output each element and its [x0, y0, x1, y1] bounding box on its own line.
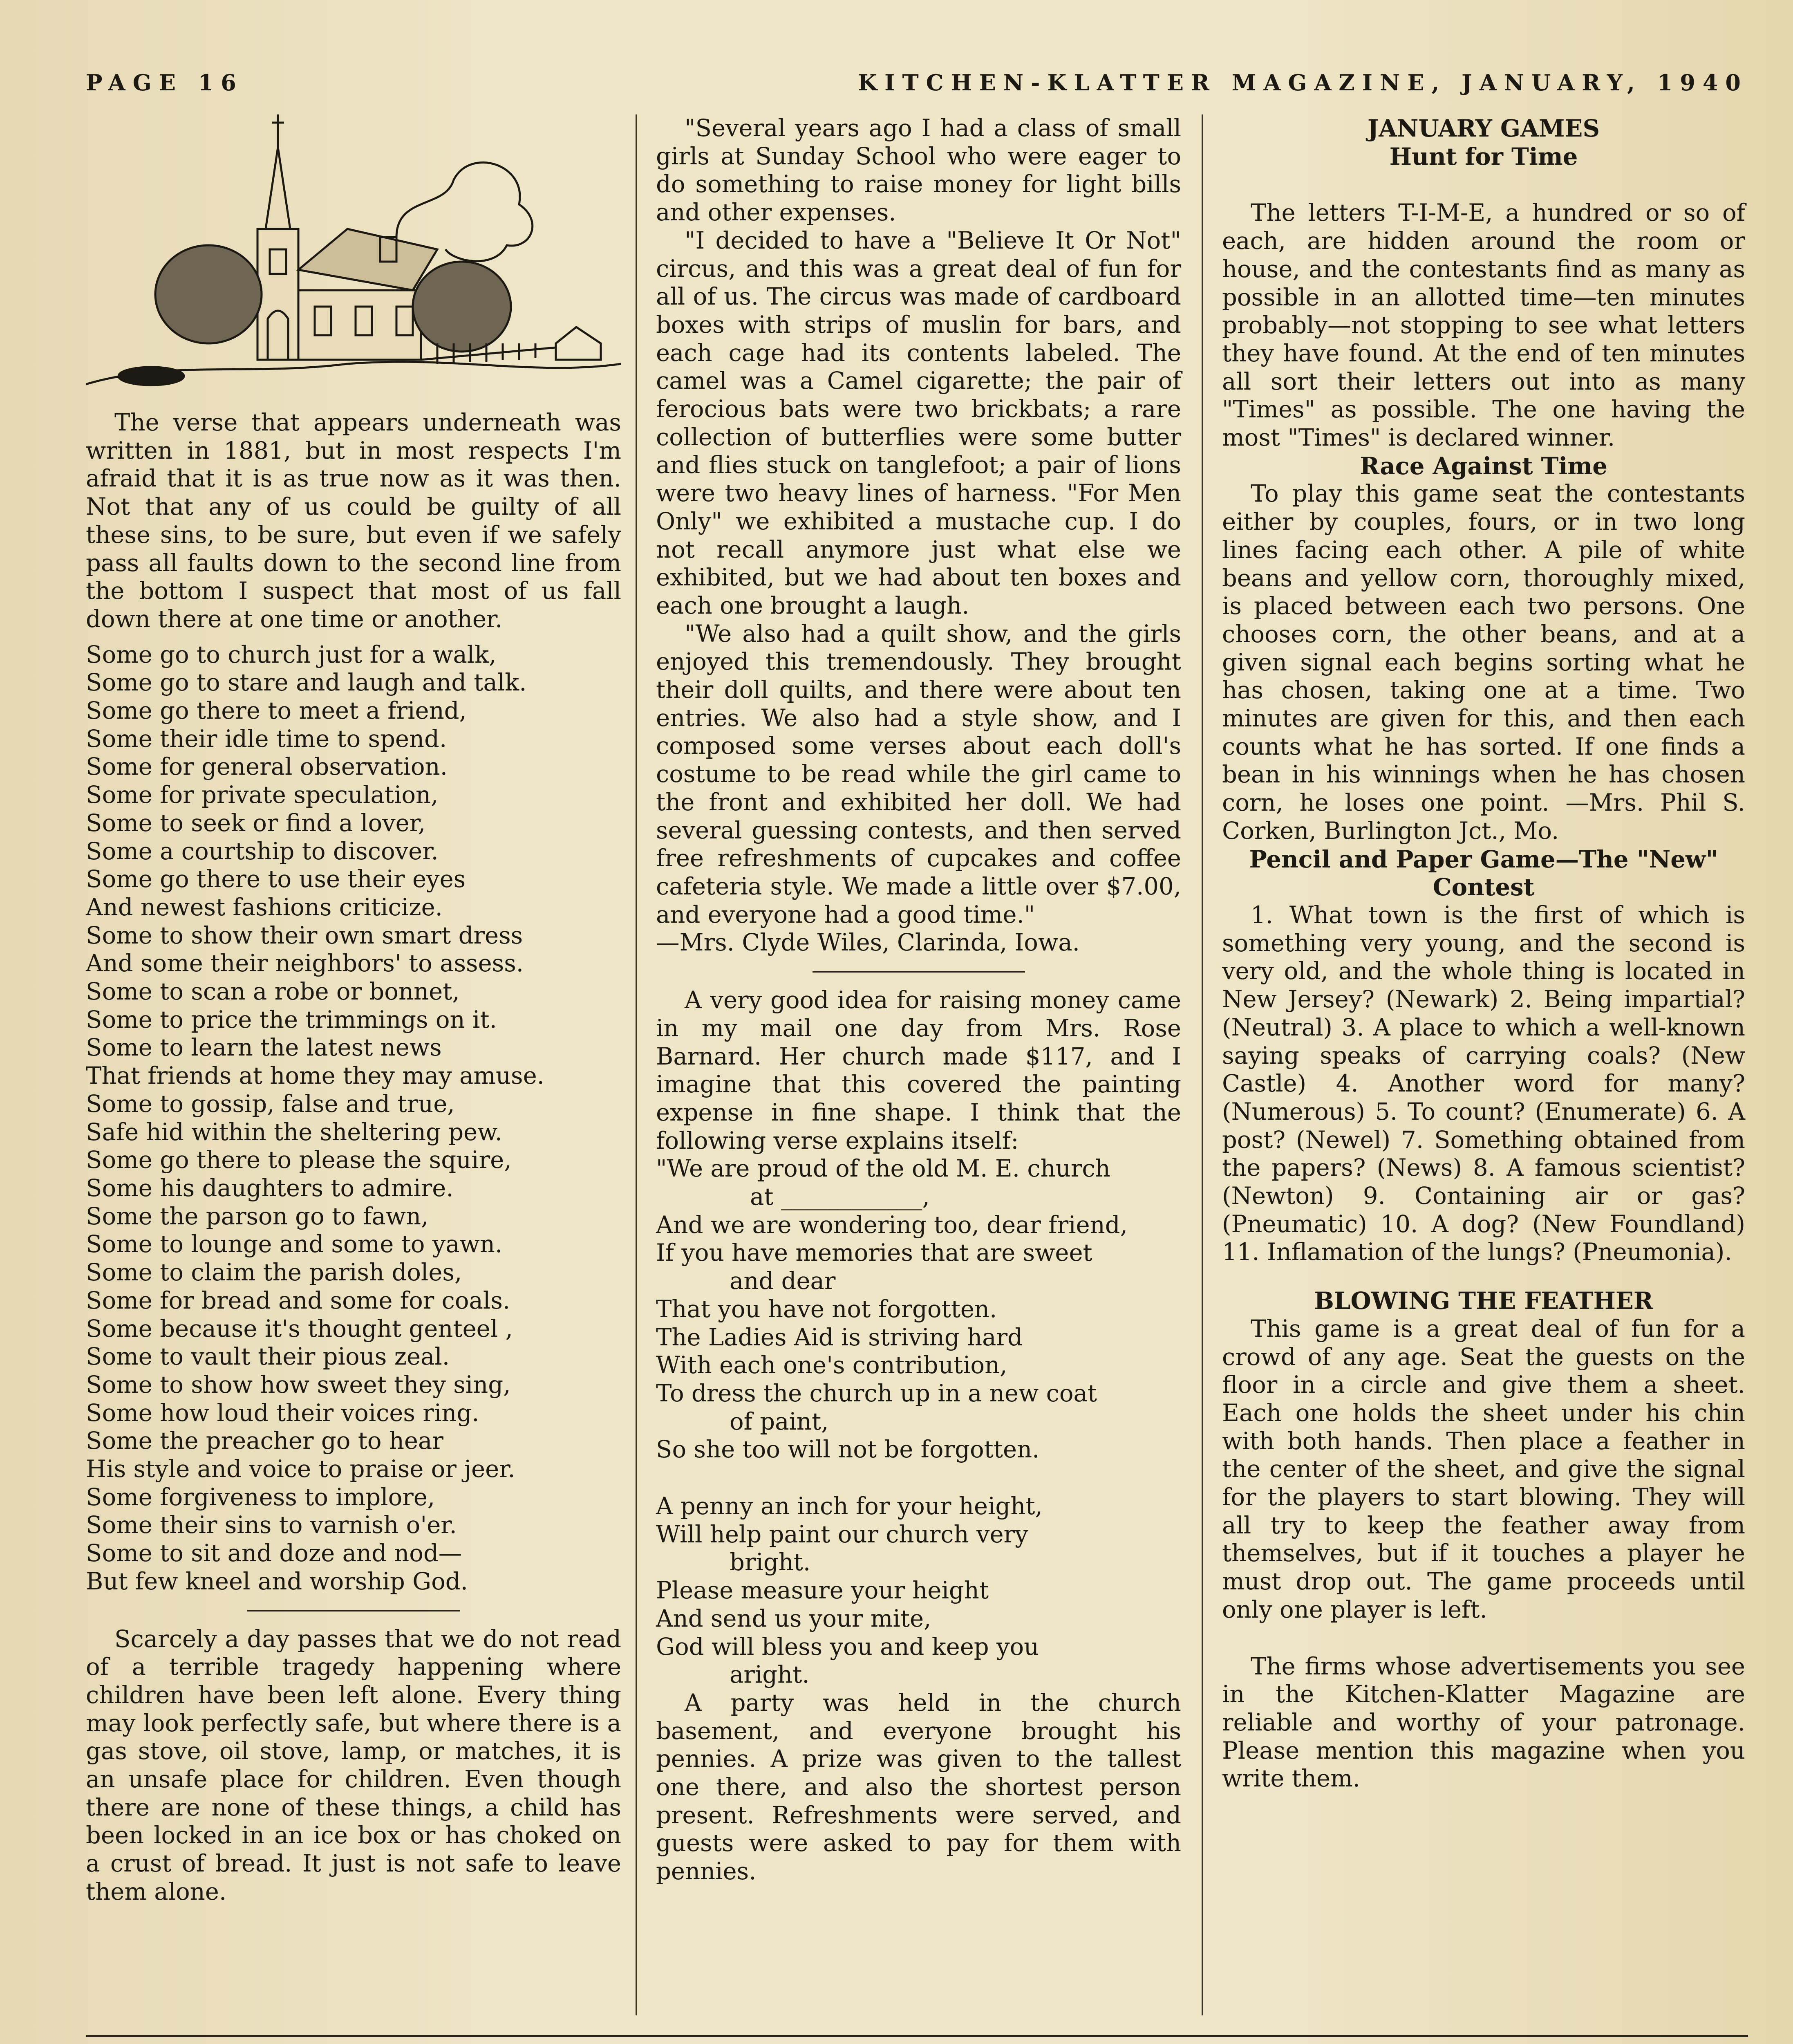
- verse-line: Some to show their own smart dress: [86, 921, 523, 949]
- section-divider: [813, 971, 1025, 973]
- race-against-time-text: To play this game seat the contestants either by couples, fours, or in two long lines facing each other. A pile of white beans and yellow corn, thoroughly mixed, is placed between each two persons. One chooses corn, the other beans, and at a given signal each begins sorting what he has chosen, taking one at a time. Two minutes are given for this, and then each counts what he has sorted. If one finds a bean in his winnings when he has chosen corn, he loses one point. —Mrs. Phil S. Corken, Burlington Jct., Mo.: [1222, 480, 1745, 845]
- magazine-title: KITCHEN-KLATTER MAGAZINE, JANUARY, 1940: [858, 69, 1748, 96]
- verse-line: That you have not forgotten.: [656, 1295, 997, 1323]
- verse-line: Some go to church just for a walk,: [86, 641, 497, 668]
- verse-line: of paint,: [730, 1407, 829, 1435]
- page-header: [86, 69, 1748, 102]
- verse-line: Some for bread and some for coals.: [86, 1286, 510, 1314]
- verse-line: And send us your mite,: [656, 1605, 931, 1632]
- fundraising-paragraph: "Several years ago I had a class of small girls at Sunday School who were eager to do something to raise money for light bills and other expenses.: [656, 114, 1181, 226]
- verse-line: Some to vault their pious zeal.: [86, 1343, 450, 1371]
- verse-line: Please measure your height: [656, 1577, 989, 1605]
- section-divider: [247, 1610, 460, 1611]
- verse-line: Some for general observation.: [86, 753, 448, 781]
- verse-line: at ____________,: [750, 1183, 930, 1211]
- verse-line: But few kneel and worship God.: [86, 1567, 468, 1595]
- verse-line: And some their neighbors' to assess.: [86, 950, 524, 977]
- verse-line: Some go to stare and laugh and talk.: [86, 669, 527, 697]
- verse-line: Some go there to please the squire,: [86, 1146, 512, 1174]
- penny-verse: [656, 1493, 1181, 1689]
- verse-line: Some the parson go to fawn,: [86, 1202, 429, 1230]
- verse-line: Some to show how sweet they sing,: [86, 1371, 511, 1399]
- verse-line: Some to seek or find a lover,: [86, 809, 426, 837]
- footer-rule: [86, 2035, 1748, 2037]
- column-divider-1: [636, 114, 637, 2015]
- pencil-paper-text: 1. What town is the first of which is something very young, and the second is very old, and the whole thing is located in New Jersey? (Newark) 2. Being impartial? (Neutral) 3. A place to which a well-known saying speaks of carrying coals? (New Castle) 4. Another word for many? (Numerous) 5. To count? (Enumerate) 6. A post? (Newel) 7. Something obtained from the papers? (News) 8. A famous scientist? (Newton) 9. Containing air or gas? (Pneumatic) 10. A dog? (New Foundland) 11. Inflamation of the lungs? (Pneumonia).: [1222, 901, 1745, 1266]
- verse-line: His style and voice to praise or jeer.: [86, 1455, 515, 1483]
- verse-line: Some go there to meet a friend,: [86, 697, 467, 725]
- quilt-show-paragraph: "We also had a quilt show, and the girls enjoyed this tremendously. They brought their doll quilts, and there were about ten entries. We also had a style show, and I composed some verses about each doll's costume to be read while the girl came to the front and exhibited her doll. We had several guessing contests, and then served free refreshments of cupcakes and coffee cafeteria style. We made a little over $7.00, and everyone had a good time.": [656, 620, 1181, 928]
- verse-line: Some to gossip, false and true,: [86, 1090, 455, 1118]
- church-painting-paragraph: A very good idea for raising money came in my mail one day from Mrs. Rose Barnard. Her church made $117, and I imagine that this covered the painting expense in fine shape. I think that the following verse explains itself:: [656, 986, 1181, 1154]
- verse-line: Safe hid within the sheltering pew.: [86, 1118, 502, 1146]
- verse-line: If you have memories that are sweet: [656, 1239, 1092, 1267]
- intro-paragraph: The verse that appears underneath was written in 1881, but in most respects I'm afraid that it is as true now as it was then. Not that any of us could be guilty of all these sins, to be sure, but even if we safely pass all faults down to the second line from the bottom I suspect that most of us fall down there at one time or another.: [86, 409, 621, 633]
- blowing-feather-text: This game is a great deal of fun for a crowd of any age. Seat the guests on the floor in a circle and give them a sheet. Each one holds the sheet under his chin with both hands. Then place a feather in the center of the sheet, and give the signal for the players to start blowing. They will all try to keep the feather away from themselves, but if it touches a player he must drop out. The game proceeds until only one player is left.: [1222, 1315, 1745, 1623]
- verse-line: That friends at home they may amuse.: [86, 1062, 544, 1090]
- verse-line: To dress the church up in a new coat: [656, 1379, 1097, 1407]
- firms-notice: The firms whose advertisements you see in the Kitchen-Klatter Magazine are reliable and worthy of your patronage. Please mention this magazine when you write them.: [1222, 1652, 1745, 1793]
- pencil-paper-heading: Pencil and Paper Game—The "New" Contest: [1249, 845, 1718, 901]
- party-paragraph: A party was held in the church basement, and everyone brought his pennies. A prize was given to the tallest one there, and also the shortest person present. Refreshments were served, and guests were asked to pay for them with pennies.: [656, 1689, 1181, 1885]
- verse-line: Some go there to use their eyes: [86, 865, 466, 893]
- verse-line: Some because it's thought genteel ,: [86, 1315, 513, 1342]
- blowing-feather-heading: BLOWING THE FEATHER: [1314, 1287, 1653, 1315]
- circus-paragraph: "I decided to have a "Believe It Or Not" circus, and this was a great deal of fun for all of us. The circus was made of cardboard boxes with strips of muslin for bars, and each cage had its contents labeled. The camel was a Camel cigarette; the pair of ferocious bats were two brickbats; a rare collection of butterflies were some butter and flies stuck on tanglefoot; a pair of lions were two heavy lines of harness. "For Men Only" we exhibited a mustache cup. I do not recall anymore just what else we exhibited, but we had about ten boxes and each one brought a laugh.: [656, 226, 1181, 619]
- verse-line: Some a courtship to discover.: [86, 837, 439, 865]
- letter-signature: —Mrs. Clyde Wiles, Clarinda, Iowa.: [656, 929, 1080, 957]
- verse-line: bright.: [730, 1549, 811, 1576]
- verse-line: "We are proud of the old M. E. church: [656, 1155, 1110, 1183]
- verse-line: So she too will not be forgotten.: [656, 1436, 1040, 1464]
- church-verse: [86, 641, 621, 1596]
- church-paint-verse: [656, 1155, 1181, 1464]
- verse-line: Some forgiveness to implore,: [86, 1483, 435, 1511]
- page-number: PAGE 16: [86, 69, 244, 96]
- verse-line: The Ladies Aid is striving hard: [656, 1323, 1023, 1351]
- hunt-for-time-text: The letters T-I-M-E, a hundred or so of each, are hidden around the room or house, and the contestants find as many as possible in an allotted time—ten minutes probably—not stopping to see what letters they have found. At the end of ten minutes all sort their letters out into as many "Times" as possible. The one having the most "Times" is declared winner.: [1222, 199, 1745, 452]
- verse-line: aright.: [730, 1661, 810, 1689]
- verse-line: Some their idle time to spend.: [86, 725, 447, 753]
- verse-line: Will help paint our church very: [656, 1520, 1028, 1548]
- verse-line: And we are wondering too, dear friend,: [656, 1211, 1128, 1239]
- church-illustration: [86, 114, 621, 401]
- hunt-for-time-heading: Hunt for Time: [1389, 142, 1578, 170]
- column-1: [86, 114, 621, 1906]
- verse-line: and dear: [730, 1267, 836, 1295]
- verse-line: Some to lounge and some to yawn.: [86, 1230, 503, 1258]
- verse-line: With each one's contribution,: [656, 1351, 1007, 1379]
- verse-line: God will bless you and keep you: [656, 1633, 1039, 1661]
- verse-line: Some to sit and doze and nod—: [86, 1540, 462, 1567]
- safety-paragraph: Scarcely a day passes that we do not read of a terrible tragedy happening where children have been left alone. Every thing may look perfectly safe, but where there is a gas stove, oil stove, lamp, or matches, it is an unsafe place for children. Even though there are none of these things, a child has been locked in an ice box or has choked on a crust of bread. It just is not safe to leave them alone.: [86, 1625, 621, 1905]
- verse-line: Some to learn the latest news: [86, 1034, 442, 1062]
- verse-line: Some to price the trimmings on it.: [86, 1006, 497, 1033]
- verse-line: Some the preacher go to hear: [86, 1427, 443, 1455]
- verse-line: Some their sins to varnish o'er.: [86, 1511, 457, 1539]
- column-2: [656, 114, 1181, 1886]
- verse-line: Some to claim the parish doles,: [86, 1259, 462, 1286]
- verse-line: A penny an inch for your height,: [656, 1493, 1043, 1520]
- games-heading: JANUARY GAMES: [1367, 114, 1600, 142]
- verse-line: Some for private speculation,: [86, 781, 439, 809]
- verse-line: Some how loud their voices ring.: [86, 1399, 479, 1427]
- column-divider-2: [1202, 114, 1203, 2015]
- verse-line: Some his daughters to admire.: [86, 1174, 454, 1202]
- race-against-time-heading: Race Against Time: [1360, 452, 1607, 480]
- verse-line: And newest fashions criticize.: [86, 893, 443, 921]
- verse-line: Some to scan a robe or bonnet,: [86, 978, 460, 1006]
- column-3: [1222, 114, 1745, 1793]
